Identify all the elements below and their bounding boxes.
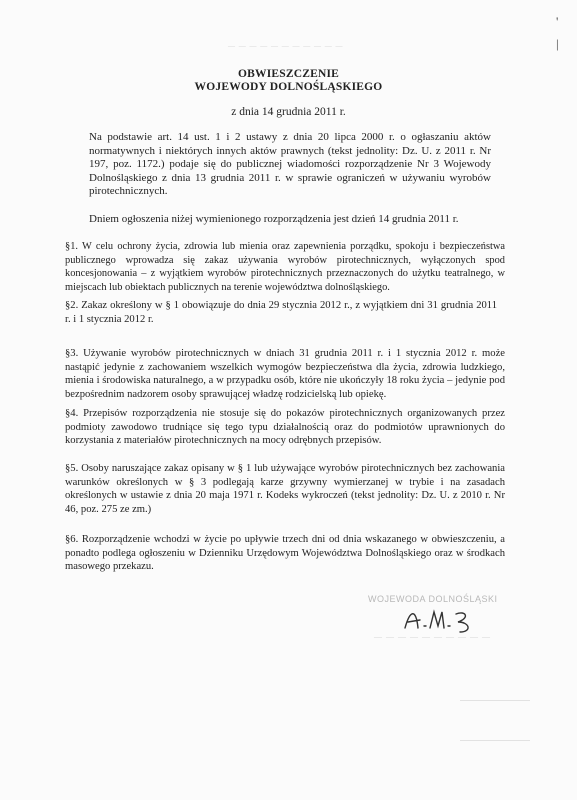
section-5: §5. Osoby naruszające zakaz opisany w § 1 lub używające wyrobów pirotechnicznych bez zachowania warunków określonych w § 3 podlegają karze grzywny wymierzanej w trybie i na zasadach określonych w ustawie z dnia 20 maja 1971 r. Kodeks wykroczeń (tekst jednolity: Dz. U. z 2010 r. Nr 46, poz. 275 ze zm.) bbox=[65, 463, 505, 515]
section-4: §4. Przepisów rozporządzenia nie stosuje się do pokazów pirotechnicznych organizowanych przez podmioty zawodowo trudniące się tego typu działalnością oraz do podmiotów uprawnionych do korzystania z materiałów pirotechnicznych na mocy odrębnych przepisów. bbox=[65, 408, 505, 447]
faint-header-mark: — — — — — — — — — — — bbox=[228, 42, 344, 50]
section-2: §2. Zakaz określony w § 1 obowiązuje do dnia 29 stycznia 2012 r., z wyjątkiem dni 31 grudnia 2011 r. i 1 stycznia 2012 r. bbox=[65, 300, 497, 325]
corner-mark-bottom: | bbox=[556, 36, 559, 51]
document-date: z dnia 14 grudnia 2011 r. bbox=[231, 106, 346, 118]
faint-stamp-line: — — — — — — — — — — bbox=[374, 632, 491, 641]
document-title-line2: WOJEWODY DOLNOŚLĄSKIEGO bbox=[194, 81, 383, 93]
faint-rule-2 bbox=[460, 740, 530, 741]
document-title-line1: OBWIESZCZENIE bbox=[237, 68, 340, 80]
section-6: §6. Rozporządzenie wchodzi w życie po upływie trzech dni od dnia wskazanego w obwieszczeniu, a ponadto podlega ogłoszeniu w Dzienniku Urzędowym Województwa Dolnośląskiego oraz w środkach masowego przekazu. bbox=[65, 534, 505, 573]
signature-stamp: WOJEWODA DOLNOŚLĄSKI bbox=[368, 594, 498, 604]
faint-rule-1 bbox=[460, 700, 530, 701]
intro-paragraph: Na podstawie art. 14 ust. 1 i 2 ustawy z dnia 20 lipca 2000 r. o ogłaszaniu aktów normatywnych i niektórych innych aktów prawnych (tekst jednolity: Dz. U. z 2011 r. Nr 197, poz. 1172.) podaje się do publicznej wiadomości rozporządzenie Nr 3 Wojewody Dolnośląskiego z dnia 13 grudnia 2011 r. w sprawie ograniczeń w używaniu wyrobów pirotechnicznych. bbox=[89, 131, 491, 198]
section-1: §1. W celu ochrony życia, zdrowia lub mienia oraz zapewnienia porządku, spokoju i bezpieczeństwa publicznego wprowadza się zakaz używania wyrobów pirotechnicznych, wyłączonych spod koncesjonowania – z wyjątkiem wyrobów pirotechnicznych przeznaczonych do użytku teatralnego, w miejscach lub obiektach publicznych na terenie województwa dolnośląskiego. bbox=[65, 241, 505, 293]
announcement-paragraph: Dniem ogłoszenia niżej wymienionego rozporządzenia jest dzień 14 grudnia 2011 r. bbox=[89, 213, 459, 225]
corner-mark-top: ' bbox=[556, 14, 559, 29]
section-3: §3. Używanie wyrobów pirotechnicznych w dniach 31 grudnia 2011 r. i 1 stycznia 2012 r. może nastąpić jedynie z zachowaniem wszelkich wymogów bezpieczeństwa dla życia, zdrowia ludzkiego, mienia i środowiska naturalnego, a w przypadku osób, które nie ukończyły 18 roku życia – jedynie pod bezpośrednim nadzorem osoby sprawującej władzę rodzicielską lub opiekę. bbox=[65, 348, 505, 400]
